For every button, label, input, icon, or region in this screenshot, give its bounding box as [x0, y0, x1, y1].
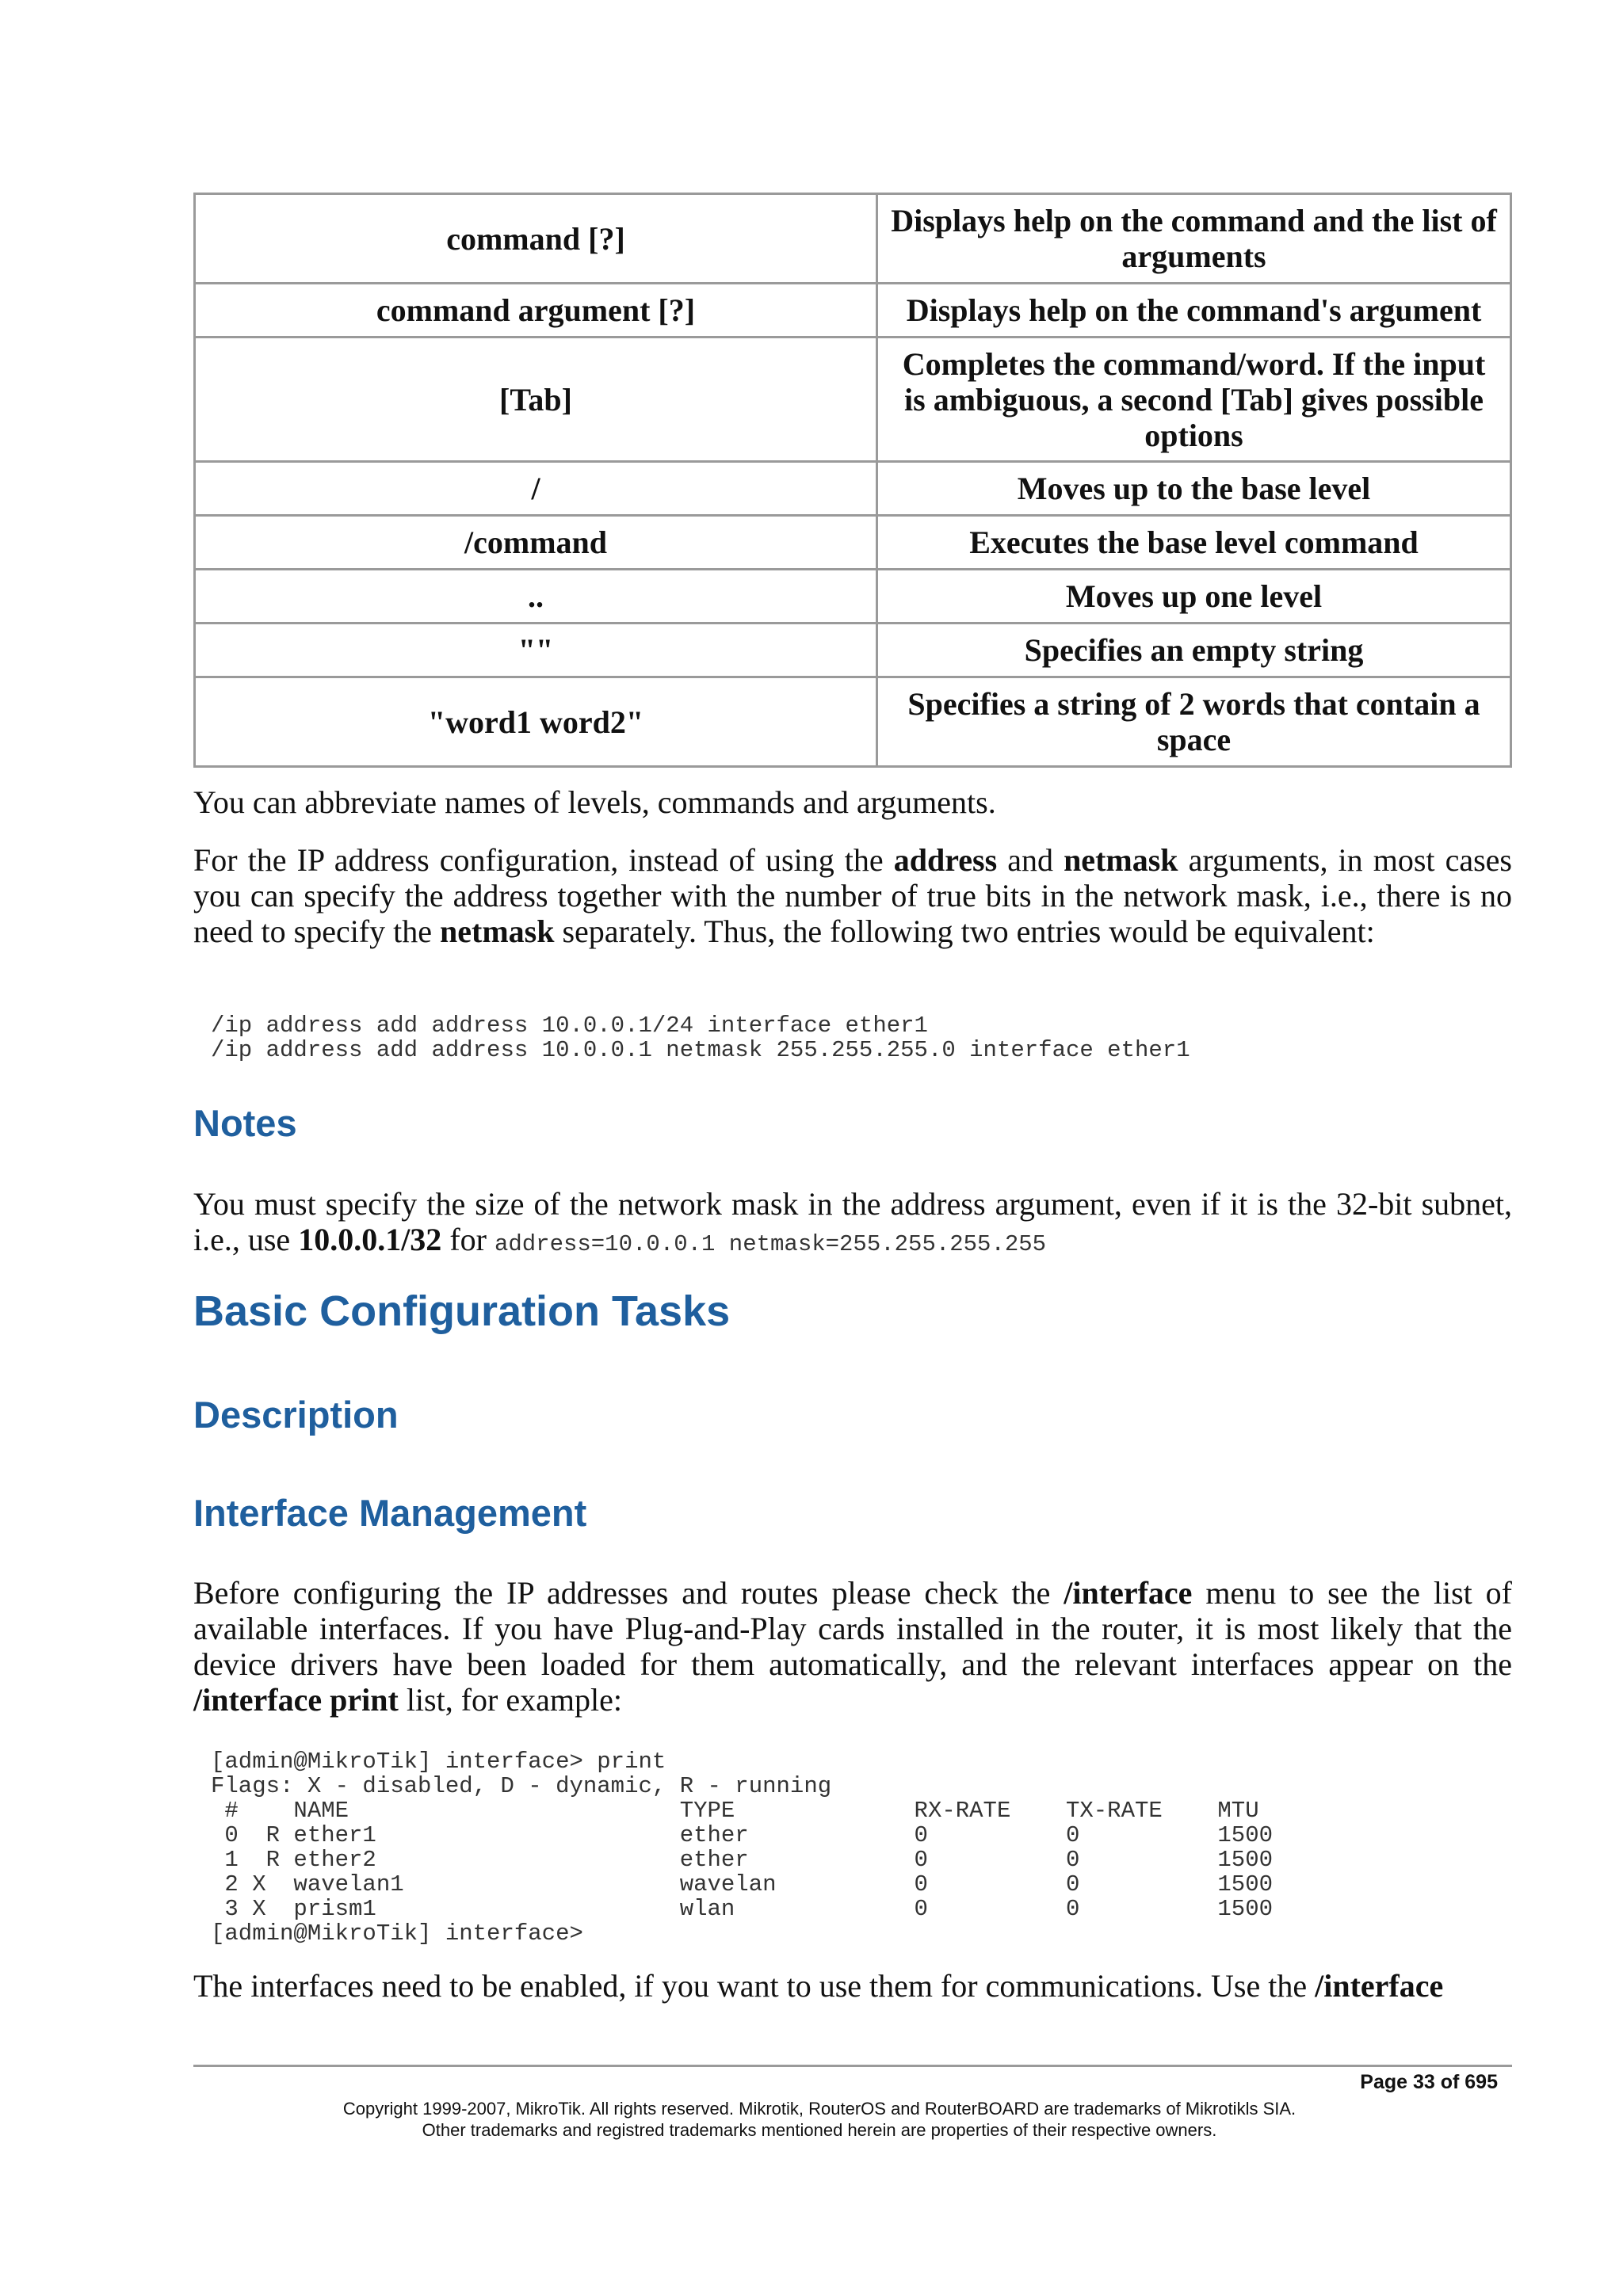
bold-netmask: netmask [1064, 842, 1178, 878]
trademark-line: Other trademarks and registred trademarks mentioned herein are properties of their respective owners. [422, 2120, 1217, 2140]
text-run: Before configuring the IP addresses and routes please check the [193, 1575, 1064, 1611]
command-cell: [Tab] [195, 338, 877, 462]
section-heading: Basic Configuration Tasks [193, 1287, 731, 1335]
command-cell: command [?] [195, 194, 877, 284]
interface-paragraph [193, 1575, 1512, 1718]
description-cell: Displays help on the command and the list of arguments [877, 194, 1511, 284]
description-cell: Displays help on the command's argument [877, 284, 1511, 338]
command-cell: "word1 word2" [195, 677, 877, 767]
ip-config-paragraph [193, 842, 1512, 949]
interface-management-heading: Interface Management [193, 1492, 587, 1534]
text-run: and [997, 842, 1064, 878]
command-cell: / [195, 462, 877, 516]
table-row [195, 284, 1511, 338]
command-cell: /command [195, 516, 877, 570]
text-run: arguments, in most cases you can specify the address together with the number of true bits in the network mask, i.e., there is no need to specify the [193, 842, 1512, 949]
copyright-line: Copyright 1999-2007, MikroTik. All rights reserved. Mikrotik, RouterOS and RouterBOARD are trademarks of Mikrotikls SIA. [342, 2099, 1296, 2119]
text-run: menu to see the list of available interfaces. If you have Plug-and-Play cards installed in the router, it is most likely that the device drivers have been loaded for them automatically, and the relevant interfaces appear on the [193, 1575, 1512, 1682]
bold-address-value: 10.0.0.1/32 [298, 1222, 442, 1257]
code-block-interface-print: [admin@MikroTik] interface> print Flags: X - disabled, D - dynamic, R - running # NAME TYPE RX-RATE TX-RATE MTU 0 R ether1 ether 0 0 1500 1 R ether2 ether 0 0 1500 2 X wavelan1 wavelan 0 0 1500 3 X prism1 wlan 0 0 1500 [admin@MikroTik] interface> [211, 1749, 1274, 1947]
command-cell: .. [195, 570, 877, 624]
notes-paragraph [193, 1186, 1512, 1262]
text-run: for [441, 1222, 495, 1257]
table-row [195, 338, 1511, 462]
table-row [195, 677, 1511, 767]
interfaces-enable-paragraph [193, 1968, 1512, 2004]
description-heading: Description [193, 1394, 399, 1436]
abbreviation-paragraph: You can abbreviate names of levels, commands and arguments. [193, 784, 996, 820]
footer-divider [193, 2065, 1512, 2067]
description-cell: Specifies a string of 2 words that contain a space [877, 677, 1511, 767]
text-run: The interfaces need to be enabled, if you want to use them for communications. Use the [193, 1968, 1316, 2004]
inline-code: address=10.0.0.1 netmask=255.255.255.255 [494, 1231, 1047, 1257]
command-table [193, 193, 1512, 768]
description-cell: Moves up one level [877, 570, 1511, 624]
table-row [195, 516, 1511, 570]
notes-heading: Notes [193, 1102, 297, 1144]
command-cell: command argument [?] [195, 284, 877, 338]
text-run: You must specify the size of the network mask in the address argument, even if it is the 32-bit subnet, i.e., use [193, 1186, 1512, 1257]
code-block-ip-address: /ip address add address 10.0.0.1/24 interface ether1 /ip address add address 10.0.0.1 netmask 255.255.255.0 interface ether1 [211, 1013, 1190, 1063]
bold-address: address [893, 842, 998, 878]
page-number: Page 33 of 695 [1360, 2071, 1498, 2093]
description-cell: Completes the command/word. If the input is ambiguous, a second [Tab] gives possible options [877, 338, 1511, 462]
table-row [195, 570, 1511, 624]
table-row [195, 194, 1511, 284]
description-cell: Moves up to the base level [877, 462, 1511, 516]
description-cell: Specifies an empty string [877, 624, 1511, 677]
text-run: separately. Thus, the following two entries would be equivalent: [554, 913, 1375, 949]
bold-interface: /interface [1315, 1968, 1444, 2004]
table-row [195, 462, 1511, 516]
text-run: list, for example: [398, 1682, 622, 1718]
command-cell: "" [195, 624, 877, 677]
bold-interface-print: /interface print [193, 1682, 399, 1718]
table-row [195, 624, 1511, 677]
description-cell: Executes the base level command [877, 516, 1511, 570]
bold-interface: /interface [1064, 1575, 1193, 1611]
text-run: For the IP address configuration, instead of using the [193, 842, 894, 878]
bold-netmask: netmask [440, 913, 555, 949]
